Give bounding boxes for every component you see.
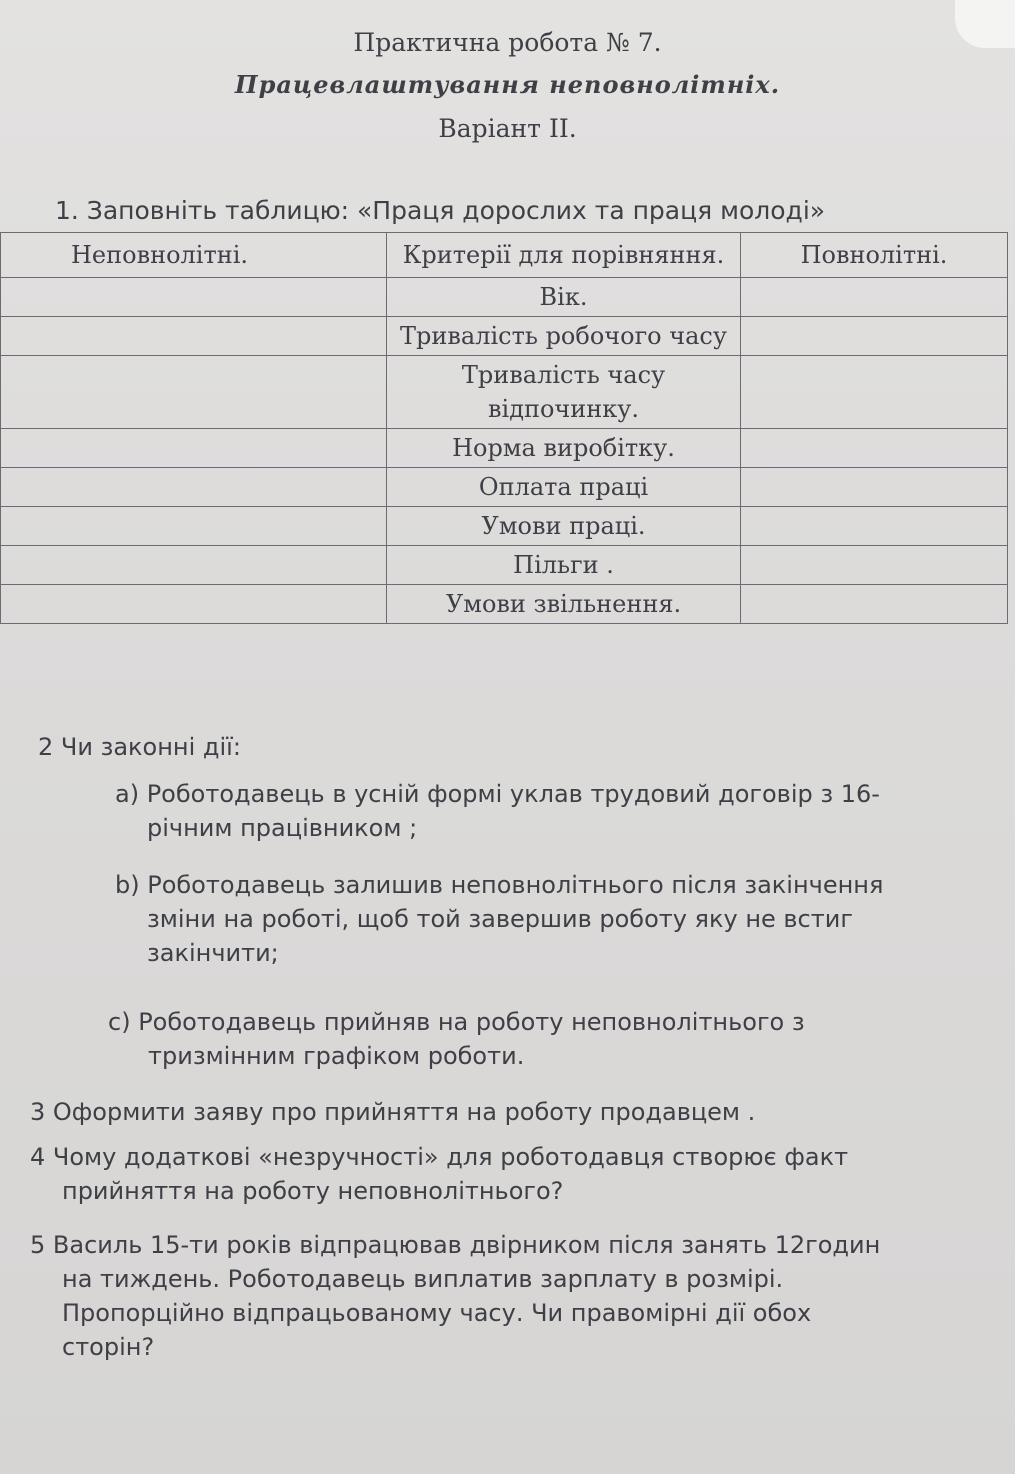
task2-item-a [115,777,985,845]
task2-title: 2 Чи законні дії: [38,733,241,761]
adults-cell[interactable] [741,507,1008,546]
table-row [1,585,1008,624]
adults-cell[interactable] [741,546,1008,585]
adults-cell[interactable] [741,278,1008,317]
minors-cell[interactable] [1,546,387,585]
minors-cell[interactable] [1,278,387,317]
task5-line3: Пропорційно відпрацьованому часу. Чи правомірні дії обох [62,1299,812,1327]
task2-b-line2: зміни на роботі, щоб той завершив роботу яку не встиг [147,905,853,933]
criterion-cell: Оплата праці [387,468,741,507]
worksheet-subtitle: Працевлаштування неповнолітніх. [234,70,781,99]
task2-item-c [108,1005,978,1073]
table-row [1,356,1008,429]
worksheet-variant: Варіант II. [438,114,577,143]
criterion-cell: Норма виробітку. [387,429,741,468]
task5-line2: на тиждень. Роботодавець виплатив зарплату в розмірі. [62,1265,784,1293]
task5-line1: 5 Василь 15-ти років відпрацював двірником після занять 12годин [30,1231,881,1259]
adults-cell[interactable] [741,468,1008,507]
table-row [1,429,1008,468]
task4-line2: прийняття на роботу неповнолітнього? [62,1177,564,1205]
adults-cell[interactable] [741,356,1008,429]
table-header-row [1,233,1008,278]
criterion-cell: Вік. [387,278,741,317]
criterion-cell: Умови звільнення. [387,585,741,624]
task2-b-line1: b) Роботодавець залишив неповнолітнього після закінчення [115,871,884,899]
criterion-cell: Тривалість часу відпочинку. [387,356,741,429]
table-row [1,546,1008,585]
worksheet-title: Практична робота № 7. [353,28,662,57]
task3-text: 3 Оформити заяву про прийняття на роботу продавцем . [30,1098,756,1126]
adults-cell[interactable] [741,585,1008,624]
minors-cell[interactable] [1,507,387,546]
adults-cell[interactable] [741,429,1008,468]
column-header-adults: Повнолітні. [741,233,1008,278]
task1-instruction: 1. Заповніть таблицю: «Праця дорослих та праця молоді» [55,196,826,225]
column-header-minors: Неповнолітні. [1,233,387,278]
task2-c-line1: c) Роботодавець прийняв на роботу неповнолітнього з [108,1008,805,1036]
criterion-cell: Умови праці. [387,507,741,546]
criterion-cell: Пільги . [387,546,741,585]
table-row [1,317,1008,356]
task2-item-b [115,868,985,970]
minors-cell[interactable] [1,585,387,624]
task2-a-line2: річним працівником ; [147,814,418,842]
minors-cell[interactable] [1,356,387,429]
comparison-table [0,232,1008,624]
table-row [1,278,1008,317]
adults-cell[interactable] [741,317,1008,356]
task4-line1: 4 Чому додаткові «незручності» для роботодавця створює факт [30,1143,849,1171]
task2-c-line2: тризмінним графіком роботи. [148,1042,525,1070]
table-row [1,507,1008,546]
task2-a-line1: a) Роботодавець в усній формі уклав трудовий договір з 16- [115,780,880,808]
task5-line4: сторін? [62,1333,155,1361]
task2-b-line3: закінчити; [147,939,279,967]
table-row [1,468,1008,507]
column-header-criteria: Критерії для порівняння. [387,233,741,278]
task5 [30,1228,995,1364]
task4 [30,1140,990,1208]
minors-cell[interactable] [1,429,387,468]
minors-cell[interactable] [1,468,387,507]
criterion-cell: Тривалість робочого часу [387,317,741,356]
minors-cell[interactable] [1,317,387,356]
